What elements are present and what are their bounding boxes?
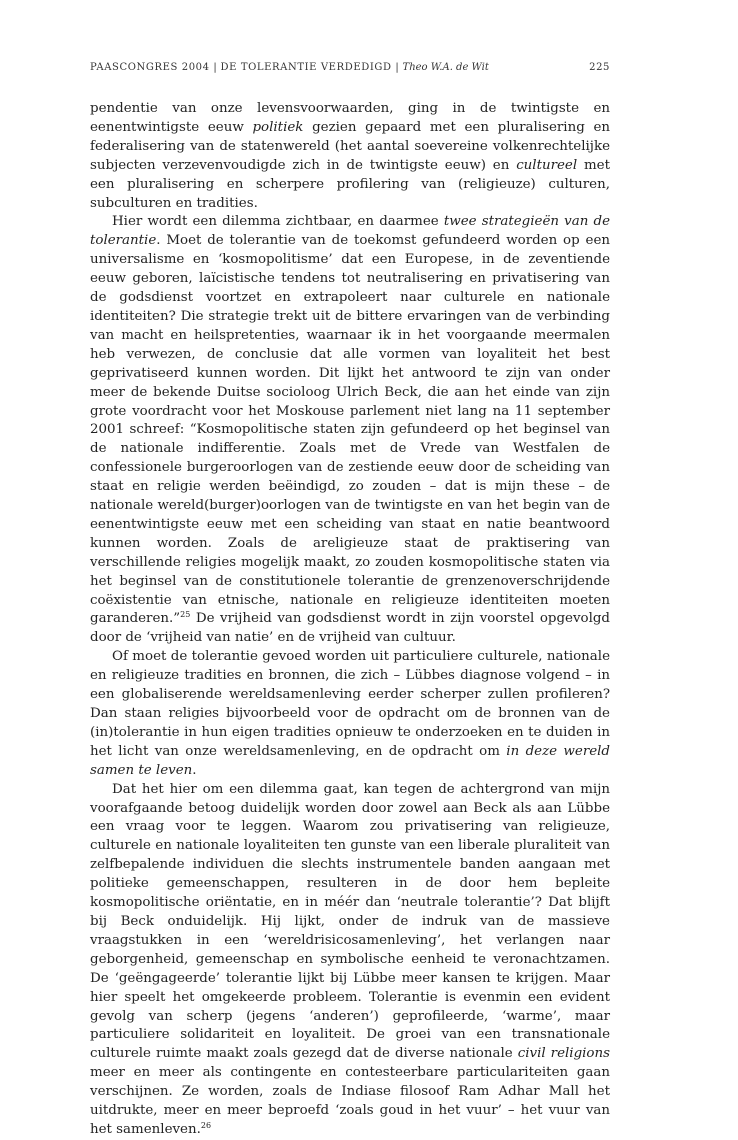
footnote-ref: 25 [180, 610, 191, 620]
italic-text: civil religions [517, 1046, 610, 1062]
text-run: . [192, 762, 197, 778]
running-head-title [90, 62, 489, 73]
running-header [90, 62, 610, 73]
book-title: DE TOLERANTIE VERDEDIGD [220, 62, 392, 73]
paragraph [90, 648, 610, 780]
conference-name: PAASCONGRES 2004 [90, 62, 210, 73]
page-number: 225 [589, 62, 610, 73]
body-text [90, 100, 610, 1140]
text-run: . Moet de tolerantie van de toekomst gefundeerd worden op een universalisme en ‘kosmopolitisme’ dat een Europese, in de zeventiende eeuw geboren, laïcistische tendens tot neutralisering en privatisering van de godsdienst voortzet en extrapoleert naar culturele en nationale identiteiten? Die strategie trekt uit de bittere ervaringen van de verbinding van macht en heilspretenties, waarnaar ik in het voorgaande meermalen heb verwezen, de conclusie dat alle vormen van loyaliteit het best geprivatiseerd kunnen worden. Dit lijkt het antwoord te zijn van onder meer de bekende Duitse socioloog Ulrich Beck, die aan het einde van zijn grote voordracht voor het Moskouse parlement niet lang na 11 september 2001 schreef: “Kosmopolitische staten zijn gefundeerd op het beginsel van de nationale indifferentie. Zoals met de Vrede van Westfalen de confessionele burgeroorlogen van de zestiende eeuw door de scheiding van staat en religie werden beëindigd, zo zouden – dat is mijn these – de nationale wereld(burger)oorlogen van de twintigste en van het begin van de eenentwintigste eeuw met een scheiding van staat en natie beantwoord kunnen worden. Zoals de areligieuze staat de praktisering van verschillende religies mogelijk maakt, zo zouden kosmopolitische staten via het beginsel van de constitutionele tolerantie de grenzenoverschrijdende coëxistentie van etnische, nationale en religieuze identiteiten moeten garanderen.” [90, 233, 610, 627]
italic-text: cultureel [516, 157, 578, 173]
separator: | [395, 62, 399, 73]
italic-text: twee strategieën van de tolerantie [90, 214, 610, 249]
text-run: De vrijheid van godsdienst wordt in zijn voorstel opgevolgd door de ‘vrijheid van natie’ en de vrijheid van cultuur. [90, 611, 610, 646]
text-run: pendentie van onze levensvoorwaarden, ging in de twintigste en eenentwintigste eeuw [90, 101, 610, 135]
italic-text: politiek [252, 119, 304, 135]
paragraph [90, 100, 610, 213]
paragraph [90, 781, 610, 1140]
text-run: Of moet de tolerantie gevoed worden uit particuliere culturele, nationale en religieuze tradities en bronnen, die zich – Lübbes diagnose volgend – in een globaliserende wereldsamenleving eerder scherper zullen profileren? Dan staan religies bijvoorbeeld voor de opdracht om de bronnen van de (in)tolerantie in hun eigen tradities opnieuw te onderzoeken en te duiden in het licht van onze wereldsamenleving, en de opdracht om [90, 649, 610, 759]
text-run: Hier wordt een dilemma zichtbaar, en daarmee [112, 214, 444, 230]
text-run: met een pluralisering en scherpere profilering van (religieuze) culturen, subculturen en tradities. [90, 157, 610, 211]
separator: | [213, 62, 217, 73]
italic-text: in deze wereld samen te leven [90, 743, 610, 778]
paragraph [90, 213, 610, 648]
text-run: Dat het hier om een dilemma gaat, kan tegen de achtergrond van mijn voorafgaande betoog duidelijk worden door zowel aan Beck als aan Lübbe een vraag voor te leggen. Waarom zou privatisering van religieuze, culturele en nationale loyaliteiten ten gunste van een liberale pluraliteit van zelfbepalende individuen die slechts instrumentele banden aangaan met politieke gemeenschappen, resulteren in de door hem bepleite kosmopolitische oriëntatie, en in méér dan ‘neutrale tolerantie’? Dat blijft bij Beck onduidelijk. Hij lijkt, onder de indruk van de massieve vraagstukken in een ‘wereldrisicosamenleving’, het verlangen naar geborgenheid, gemeenschap en symbolische eenheid te veronachtzamen. De ‘geëngageerde’ tolerantie lijkt bij Lübbe meer kansen te krijgen. Maar hier speelt het omgekeerde probleem. Tolerantie is evenmin een evident gevolg van scherp (jegens ‘anderen’) geprofileerde, ‘warme’, maar particuliere solidariteit en loyaliteit. De groei van een transnationale culturele ruimte maakt zoals gezegd dat de diverse nationale [90, 781, 610, 1062]
text-run: meer en meer als contingente en contesteerbare particulariteiten gaan verschijnen. Ze worden, zoals de Indiase filosoof Ram Adhar Mall het uitdrukte, meer en meer beproefd ‘zoals goud in het vuur’ – het vuur van het samenleven. [90, 1065, 610, 1137]
author-name: Theo W.A. de Wit [402, 62, 489, 73]
footnote-ref: 26 [200, 1120, 212, 1130]
text-run: gezien gepaard met een pluralisering en federalisering van de statenwereld (het aantal soevereine volkenrechtelijke subjecten verzevenvoudigde zich in de twintigste eeuw) en [90, 119, 610, 173]
